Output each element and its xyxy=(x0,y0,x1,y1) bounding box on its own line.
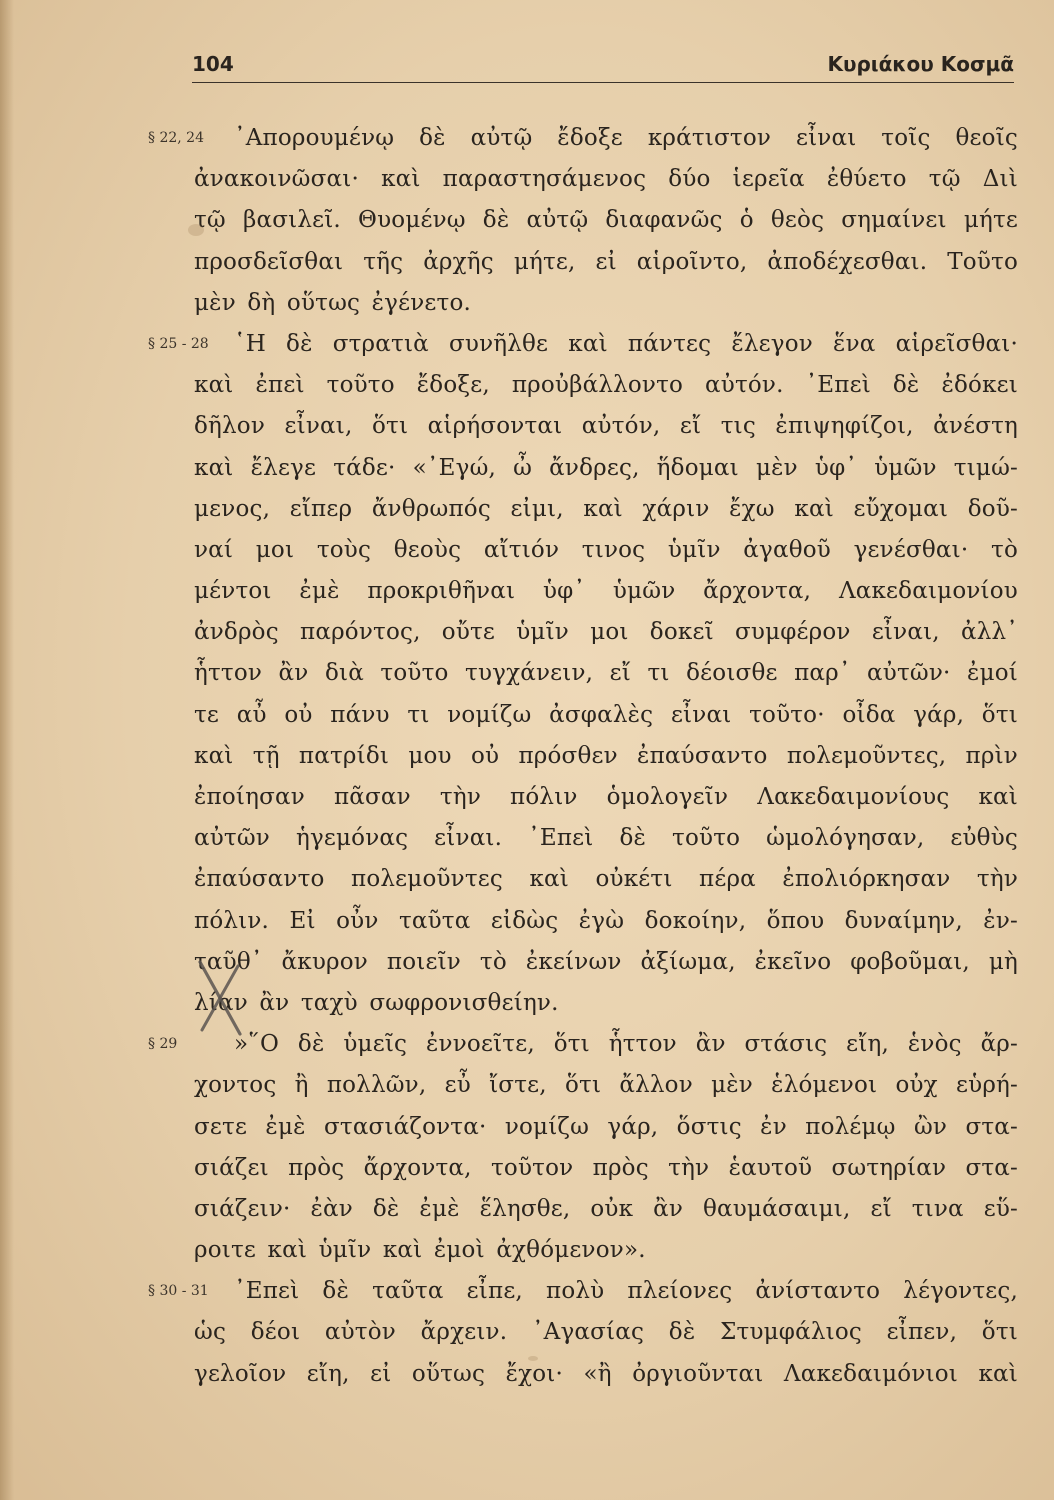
text-line xyxy=(0,242,1054,283)
text-line xyxy=(0,1024,1054,1065)
text-line xyxy=(0,983,1054,1024)
line-text: μὲν δὴ οὕτως ἐγένετο. xyxy=(194,289,472,316)
line-text: ἐπαύσαντο πολεμοῦντες καὶ οὐκέτι πέρα ἐπολιόρκησαν τὴν xyxy=(194,866,1018,893)
line-text: μενος, εἴπερ ἄνθρωπός εἰμι, καὶ χάριν ἔχω καὶ εὔχομαι δοῦ- xyxy=(194,495,1018,522)
line-text: ταῦθ᾿ ἄκυρον ποιεῖν τὸ ἐκείνων ἀξίωμα, ἐκεῖνο φοβοῦμαι, μὴ xyxy=(194,948,1018,975)
text-line xyxy=(0,1107,1054,1148)
running-title: Κυριάκου Κοσμᾶ xyxy=(827,52,1014,76)
text-line xyxy=(0,777,1054,818)
line-text: ᾿Επεὶ δὲ ταῦτα εἶπε, πολὺ πλείονες ἀνίσταντο λέγοντες, xyxy=(234,1278,1018,1305)
section-reference: § 29 xyxy=(148,1036,178,1053)
text-line xyxy=(0,901,1054,942)
line-text: αὐτῶν ἡγεμόνας εἶναι. ᾿Επεὶ δὲ τοῦτο ὡμολόγησαν, εὐθὺς xyxy=(194,825,1018,852)
line-text: ἧττον ἂν διὰ τοῦτο τυγχάνειν, εἴ τι δέοισθε παρ᾿ αὐτῶν· ἐμοί xyxy=(194,660,1018,687)
page-number: 104 xyxy=(192,52,234,76)
text-line xyxy=(0,200,1054,241)
line-text: ἀνακοινῶσαι· καὶ παραστησάμενος δύο ἱερεῖα ἐθύετο τῷ Διὶ xyxy=(194,166,1018,193)
paper-stain xyxy=(188,224,204,236)
section-reference: § 22, 24 xyxy=(148,130,204,146)
text-line xyxy=(0,653,1054,694)
line-text: προσδεῖσθαι τῆς ἀρχῆς μήτε, εἰ αἱροῖντο, ἀποδέχεσθαι. Τοῦτο xyxy=(194,248,1018,275)
line-text: »῞Ο δὲ ὑμεῖς ἐννοεῖτε, ὅτι ἧττον ἂν στάσις εἴη, ἑνὸς ἄρ- xyxy=(234,1031,1018,1058)
text-line xyxy=(0,365,1054,406)
paper-stain xyxy=(528,1356,538,1361)
line-text: σιάζειν· ἐὰν δὲ ἐμὲ ἕλησθε, οὐκ ἂν θαυμάσαιμι, εἴ τινα εὕ- xyxy=(194,1195,1018,1222)
pencil-x-mark xyxy=(196,958,246,1038)
text-line xyxy=(0,736,1054,777)
running-head xyxy=(192,52,1014,82)
line-text: καὶ ἔλεγε τάδε· «᾿Εγώ, ὦ ἄνδρες, ἥδομαι μὲν ὑφ᾿ ὑμῶν τιμώ- xyxy=(194,454,1018,481)
text-line xyxy=(0,695,1054,736)
text-line xyxy=(0,1312,1054,1353)
text-line xyxy=(0,1065,1054,1106)
line-text: ναί μοι τοὺς θεοὺς αἴτιόν τινος ὑμῖν ἀγαθοῦ γενέσθαι· τὸ xyxy=(194,536,1018,563)
line-text: ροιτε καὶ ὑμῖν καὶ ἐμοὶ ἀχθόμενον». xyxy=(194,1237,646,1264)
text-line xyxy=(0,406,1054,447)
text-line xyxy=(0,859,1054,900)
line-text: ῾Η δὲ στρατιὰ συνῆλθε καὶ πάντες ἔλεγον ἕνα αἱρεῖσθαι· xyxy=(234,330,1018,357)
text-line xyxy=(0,818,1054,859)
text-line xyxy=(0,448,1054,489)
text-line xyxy=(0,1189,1054,1230)
line-text: ἐποίησαν πᾶσαν τὴν πόλιν ὁμολογεῖν Λακεδαιμονίους καὶ xyxy=(194,784,1018,810)
line-text: καὶ τῇ πατρίδι μου οὐ πρόσθεν ἐπαύσαντο πολεμοῦντες, πρὶν xyxy=(194,742,1018,769)
text-line xyxy=(0,489,1054,530)
text-line xyxy=(0,1148,1054,1189)
text-line xyxy=(0,571,1054,612)
text-line xyxy=(0,530,1054,571)
text-line xyxy=(0,942,1054,983)
line-text: χοντος ἢ πολλῶν, εὖ ἴστε, ὅτι ἄλλον μὲν ἑλόμενοι οὐχ εὑρή- xyxy=(194,1072,1018,1099)
text-line xyxy=(0,118,1054,159)
text-line xyxy=(0,324,1054,365)
line-text: ᾿Απορουμένῳ δὲ αὐτῷ ἔδοξε κράτιστον εἶναι τοῖς θεοῖς xyxy=(234,125,1018,151)
line-text: σιάζει πρὸς ἄρχοντα, τοῦτον πρὸς τὴν ἑαυτοῦ σωτηρίαν στα- xyxy=(194,1154,1018,1181)
text-line xyxy=(0,612,1054,653)
line-text: σετε ἐμὲ στασιάζοντα· νομίζω γάρ, ὅστις ἐν πολέμῳ ὢν στα- xyxy=(194,1113,1018,1140)
text-line xyxy=(0,1230,1054,1271)
body-text xyxy=(0,118,1054,1395)
header-rule xyxy=(192,82,1014,83)
line-text: λίαν ἂν ταχὺ σωφρονισθείην. xyxy=(194,989,559,1016)
line-text: πόλιν. Εἰ οὖν ταῦτα εἰδὼς ἐγὼ δοκοίην, ὅπου δυναίμην, ἐν- xyxy=(194,907,1018,934)
section-reference: § 30 - 31 xyxy=(148,1283,209,1300)
text-line xyxy=(0,283,1054,324)
line-text: γελοῖον εἴη, εἰ οὕτως ἔχοι· «ἢ ὀργιοῦνται Λακεδαιμόνιοι καὶ xyxy=(194,1360,1018,1387)
line-text: ἀνδρὸς παρόντος, οὔτε ὑμῖν μοι δοκεῖ συμφέρον εἶναι, ἀλλ᾿ xyxy=(194,619,1018,646)
text-line xyxy=(0,159,1054,200)
line-text: καὶ ἐπεὶ τοῦτο ἔδοξε, προὐβάλλοντο αὐτόν. ᾿Επεὶ δὲ ἐδόκει xyxy=(194,372,1018,399)
line-text: τε αὖ οὐ πάνυ τι νομίζω ἀσφαλὲς εἶναι τοῦτο· οἶδα γάρ, ὅτι xyxy=(194,701,1018,728)
line-text: τῷ βασιλεῖ. Θυομένῳ δὲ αὐτῷ διαφανῶς ὁ θεὸς σημαίνει μήτε xyxy=(194,207,1018,234)
line-text: μέντοι ἐμὲ προκριθῆναι ὑφ᾿ ὑμῶν ἄρχοντα, Λακεδαιμονίου xyxy=(194,578,1018,605)
text-line xyxy=(0,1271,1054,1312)
text-line xyxy=(0,1354,1054,1395)
line-text: δῆλον εἶναι, ὅτι αἱρήσονται αὐτόν, εἴ τις ἐπιψηφίζοι, ἀνέστη xyxy=(194,413,1018,440)
line-text: ὡς δέοι αὐτὸν ἄρχειν. ᾿Αγασίας δὲ Στυμφάλιος εἶπεν, ὅτι xyxy=(194,1319,1018,1346)
section-reference: § 25 - 28 xyxy=(148,335,209,352)
